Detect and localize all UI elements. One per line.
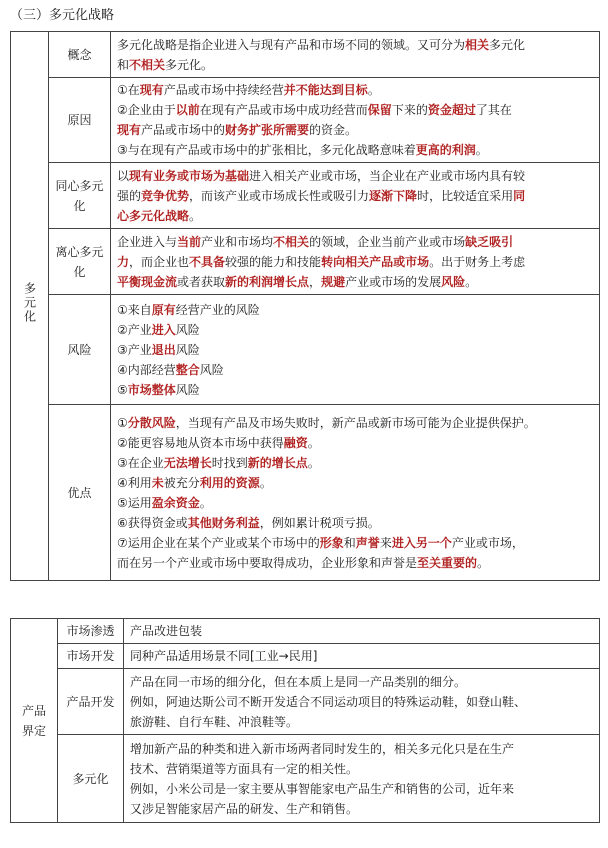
highlight-text: 盈余资金: [151, 495, 200, 510]
row-content: [124, 644, 600, 669]
highlight-text: 进入另一个: [391, 535, 452, 550]
content-line: 增加新产品的种类和进入新市场两者同时发生的，相关多元化只是在生产: [130, 741, 515, 756]
text-segment: 产品或市场中的: [141, 123, 226, 137]
content-line: 例如，阿迪达斯公司不断开发适合不同运动项目的特殊运动鞋，如登山鞋、: [130, 694, 527, 709]
content-line: [117, 413, 593, 433]
content-line: [117, 360, 593, 380]
highlight-text: 规避: [321, 274, 346, 289]
text-segment: 和: [117, 57, 130, 72]
text-segment: 。: [367, 83, 380, 97]
content-line: [117, 186, 593, 206]
row-content: [111, 163, 600, 229]
table-row: [11, 78, 600, 163]
row-label: 概念: [49, 32, 111, 78]
text-segment: 多元化: [489, 37, 526, 52]
text-segment: 。: [199, 495, 212, 510]
row-content: [124, 669, 600, 735]
content-line: 例如，小米公司是一家主要从事智能家电产品生产和销售的公司，近年来: [130, 781, 515, 796]
text-segment: 。出于财务上考虑: [429, 254, 526, 269]
highlight-text: 竞争优势: [141, 188, 190, 203]
row-content: [111, 78, 600, 163]
highlight-text: 更高的利润: [415, 143, 476, 157]
text-segment: 。: [307, 455, 320, 470]
table-row: [11, 163, 600, 229]
content-line: [117, 166, 593, 186]
text-segment: ，例如累计税项亏损。: [259, 515, 380, 530]
content-line: 又涉足智能家居产品的研发、生产和销售。: [130, 801, 359, 816]
table-row: [11, 619, 600, 644]
text-segment: 以: [117, 168, 130, 183]
row-label: 离心多元化: [49, 229, 111, 295]
highlight-text: 当前: [177, 234, 202, 249]
text-segment: 风险: [199, 362, 224, 377]
row-content: [124, 619, 600, 644]
highlight-text: 融资: [283, 435, 308, 450]
content-line: [117, 320, 593, 340]
highlight-text: 保留: [367, 103, 392, 117]
row-content: [111, 295, 600, 405]
highlight-text: 财务扩张所需要: [225, 123, 310, 137]
text-segment: 。: [477, 555, 490, 570]
text-segment: ，而企业也: [129, 254, 190, 269]
content-line: [117, 120, 593, 140]
text-segment: 时，比较适宜采用: [417, 188, 514, 203]
highlight-text: 其他财务利益: [187, 515, 260, 530]
highlight-text: 同: [513, 188, 526, 203]
highlight-text: 不相关: [129, 57, 166, 72]
highlight-text: 逐渐下降: [369, 188, 418, 203]
text-segment: ①来自: [117, 302, 152, 317]
content-line: [117, 513, 593, 533]
text-segment: ②产业: [117, 322, 152, 337]
text-segment: ，而该产业或市场成长性或吸引力: [189, 188, 370, 203]
text-segment: 产业或市场，: [451, 535, 524, 550]
product-definition-table: [10, 618, 600, 823]
text-segment: ④内部经营: [117, 362, 176, 377]
highlight-text: 并不能达到目标: [283, 83, 368, 97]
row-label: 同心多元化: [49, 163, 111, 229]
section-title: （三）多元化战略: [10, 8, 115, 23]
table-row: [11, 735, 600, 823]
highlight-text: 新的增长点: [247, 455, 308, 470]
highlight-text: 风险: [441, 274, 466, 289]
content-line: 产品改进包装: [130, 624, 203, 638]
table-row: [11, 32, 600, 78]
content-line: 同种产品适用场景不同[工业→民用]: [130, 649, 318, 663]
content-line: [117, 380, 593, 400]
highlight-text: 新的利润增长点: [225, 274, 310, 289]
content-line: [117, 300, 593, 320]
text-segment: ④利用: [117, 475, 152, 490]
text-segment: 较强的能力和技能: [225, 254, 322, 269]
content-line: [117, 453, 593, 473]
text-segment: 。: [475, 143, 488, 157]
text-segment: 时找到: [211, 455, 248, 470]
content-line: 产品在同一市场的细分化，但在本质上是同一产品类别的细分。: [130, 674, 467, 689]
content-line: [117, 272, 593, 292]
highlight-text: 分散风险: [127, 415, 176, 430]
highlight-text: 资金超过: [427, 103, 476, 117]
text-segment: 经营产业的风险: [175, 302, 260, 317]
text-segment: ，当现有产品及市场失败时，新产品或新市场可能为企业提供保护。: [175, 415, 536, 430]
highlight-text: 现有: [139, 83, 164, 97]
category-cell: [11, 619, 58, 823]
category-label: 多元化: [22, 282, 37, 324]
text-segment: ⑤运用: [117, 495, 152, 510]
content-line: [117, 473, 593, 493]
highlight-text: 退出: [151, 342, 176, 357]
text-segment: ②企业由于: [117, 103, 176, 117]
table-row: [11, 644, 600, 669]
content-line: [117, 80, 593, 100]
diversification-table: [10, 31, 600, 581]
highlight-text: 形象: [319, 535, 344, 550]
highlight-text: 未: [151, 475, 164, 490]
row-label: 多元化: [58, 735, 124, 823]
text-segment: 企业进入与: [117, 234, 178, 249]
highlight-text: 心多元化战略: [117, 208, 190, 223]
text-segment: 的资金。: [309, 123, 358, 137]
table-row: [11, 405, 600, 581]
highlight-text: 力: [117, 254, 130, 269]
content-line: [117, 55, 593, 75]
highlight-text: 现有业务或市场为基础: [129, 168, 250, 183]
content-line: 技术、营销渠道等方面具有一定的相关性。: [130, 761, 359, 776]
row-label: 优点: [49, 405, 111, 581]
highlight-text: 不具备: [189, 254, 226, 269]
row-content: [111, 32, 600, 78]
content-line: 旅游鞋、自行车鞋、冲浪鞋等。: [130, 714, 299, 729]
category-label: 产品界定: [21, 703, 46, 738]
text-segment: 。: [259, 475, 272, 490]
text-segment: ⑦运用企业在某个产业或某个市场中的: [117, 535, 320, 550]
text-segment: 来: [379, 535, 392, 550]
row-label: 风险: [49, 295, 111, 405]
table-row: [11, 295, 600, 405]
highlight-text: 转向相关产品或市场: [321, 254, 430, 269]
highlight-text: 原有: [151, 302, 176, 317]
text-segment: ，: [309, 274, 322, 289]
text-segment: 下来的: [391, 103, 428, 117]
text-segment: 在现有产品或市场中成功经营而: [199, 103, 368, 117]
text-segment: 而在另一个产业或市场中要取得成功，企业形象和声誉是: [117, 555, 418, 570]
text-segment: ⑥获得资金或: [117, 515, 188, 530]
text-segment: 风险: [175, 342, 200, 357]
text-segment: ③在企业: [117, 455, 164, 470]
row-content: [111, 229, 600, 295]
content-line: [117, 252, 593, 272]
row-label: 市场渗透: [58, 619, 124, 644]
text-segment: 产业和市场均: [201, 234, 274, 249]
category-cell: [11, 32, 49, 581]
content-line: [117, 493, 593, 513]
content-line: [117, 533, 593, 553]
content-line: [117, 35, 593, 55]
content-line: [117, 100, 593, 120]
highlight-text: 相关: [465, 37, 490, 52]
text-segment: 和: [343, 535, 356, 550]
highlight-text: 以前: [175, 103, 200, 117]
text-segment: 进入相关产业或市场，当企业在产业或市场内具有较: [249, 168, 526, 183]
text-segment: 多元化战略是指企业进入与现有产品和市场不同的领域。又可分为: [117, 37, 466, 52]
row-content: [111, 405, 600, 581]
text-segment: ①: [117, 415, 128, 430]
text-segment: 强的: [117, 188, 142, 203]
row-label: 市场开发: [58, 644, 124, 669]
highlight-text: 无法增长: [163, 455, 212, 470]
highlight-text: 现有: [117, 123, 142, 137]
highlight-text: 不相关: [273, 234, 310, 249]
text-segment: 风险: [175, 382, 200, 397]
highlight-text: 声誉: [355, 535, 380, 550]
text-segment: ⑤: [117, 382, 128, 397]
highlight-text: 进入: [151, 322, 176, 337]
text-segment: 的领域，企业当前产业或市场: [309, 234, 466, 249]
highlight-text: 平衡现金流: [117, 274, 178, 289]
text-segment: 。: [465, 274, 478, 289]
text-segment: 产业或市场的发展: [345, 274, 442, 289]
content-line: [117, 433, 593, 453]
table-row: [11, 669, 600, 735]
row-label: 产品开发: [58, 669, 124, 735]
text-segment: ②能更容易地从资本市场中获得: [117, 435, 284, 450]
highlight-text: 缺乏吸引: [465, 234, 514, 249]
highlight-text: 整合: [175, 362, 200, 377]
text-segment: 了其在: [475, 103, 512, 117]
content-line: [117, 553, 593, 573]
text-segment: 。: [189, 208, 202, 223]
text-segment: 风险: [175, 322, 200, 337]
text-segment: 或者获取: [177, 274, 226, 289]
content-line: [117, 340, 593, 360]
text-segment: 被充分: [163, 475, 200, 490]
content-line: [117, 232, 593, 252]
highlight-text: 市场整体: [127, 382, 176, 397]
content-line: [117, 140, 593, 160]
text-segment: 产品或市场中持续经营: [163, 83, 284, 97]
text-segment: ①在: [117, 83, 140, 97]
content-line: [117, 206, 593, 226]
row-content: [124, 735, 600, 823]
row-label: 原因: [49, 78, 111, 163]
text-segment: ③产业: [117, 342, 152, 357]
text-segment: 多元化。: [165, 57, 214, 72]
text-segment: ③与在现有产品或市场中的扩张相比，多元化战略意味着: [117, 143, 416, 157]
table-row: [11, 229, 600, 295]
highlight-text: 至关重要的: [417, 555, 478, 570]
text-segment: 。: [307, 435, 320, 450]
highlight-text: 利用的资源: [199, 475, 260, 490]
